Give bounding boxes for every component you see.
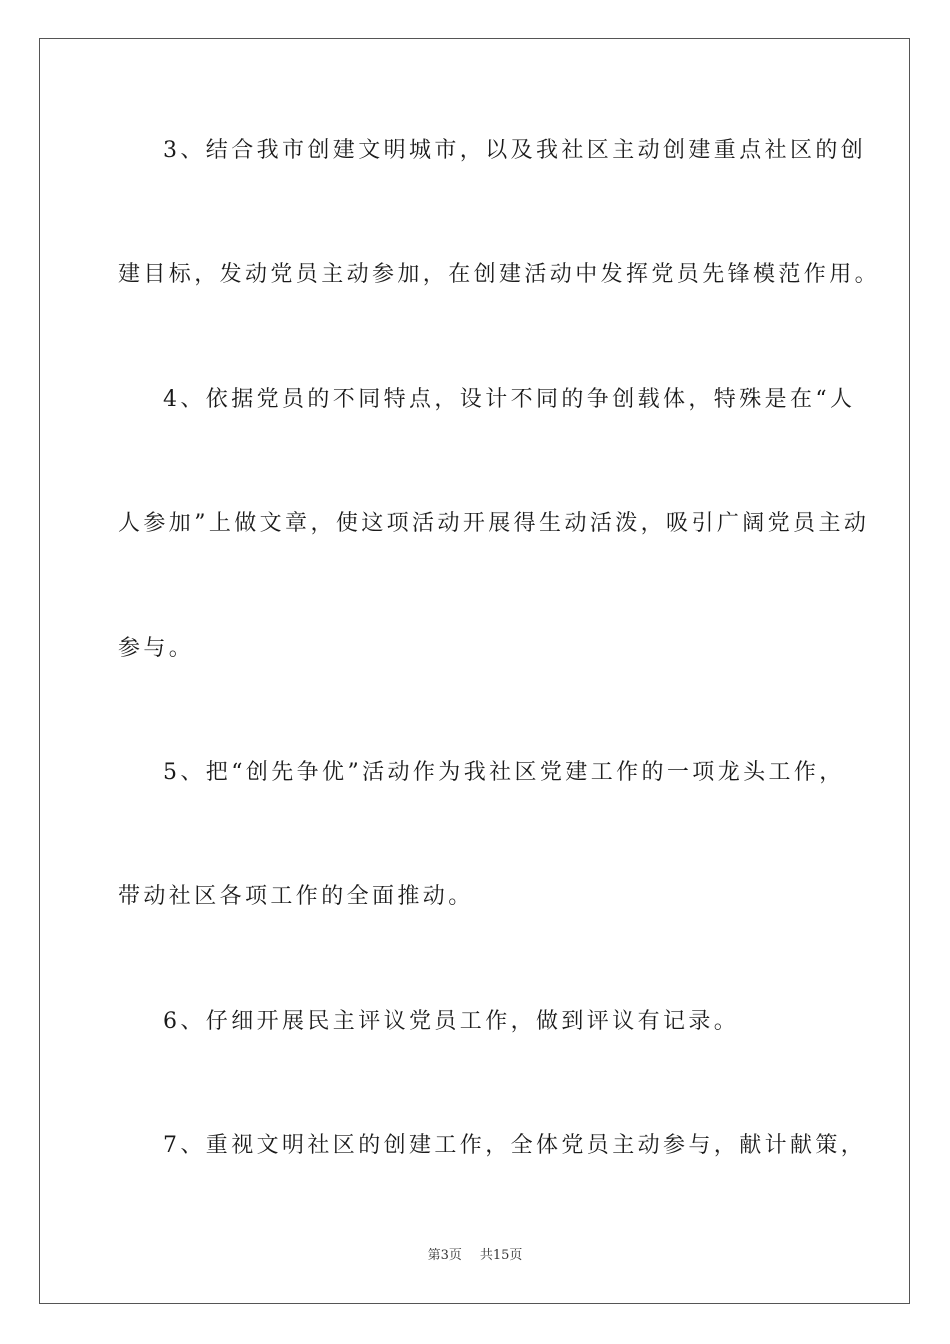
paragraph-5-line-2: 带动社区各项工作的全面推动。 (118, 884, 474, 909)
page-frame (39, 38, 910, 1304)
paragraph-7-line-1: 7、重视文明社区的创建工作，全体党员主动参与，献计献策， (163, 1133, 867, 1158)
paragraph-4-line-1: 4、依据党员的不同特点，设计不同的争创载体，特殊是在“人 (163, 387, 856, 412)
paragraph-5-line-1: 5、把“创先争优”活动作为我社区党建工作的一项龙头工作， (163, 760, 845, 785)
page-footer (0, 1247, 950, 1265)
page-number-total: 共15页 (479, 1248, 523, 1263)
paragraph-6-line-1: 6、仔细开展民主评议党员工作，做到评议有记录。 (163, 1009, 740, 1034)
paragraph-3-line-1: 3、结合我市创建文明城市，以及我社区主动创建重点社区的创 (163, 138, 867, 163)
paragraph-4-line-2: 人参加”上做文章，使这项活动开展得生动活泼，吸引广阔党员主动 (118, 511, 870, 536)
paragraph-4-line-3: 参与。 (118, 636, 195, 661)
page-number-current: 第3页 (427, 1248, 462, 1263)
paragraph-3-line-2: 建目标，发动党员主动参加，在创建活动中发挥党员先锋模范作用。 (118, 262, 881, 287)
